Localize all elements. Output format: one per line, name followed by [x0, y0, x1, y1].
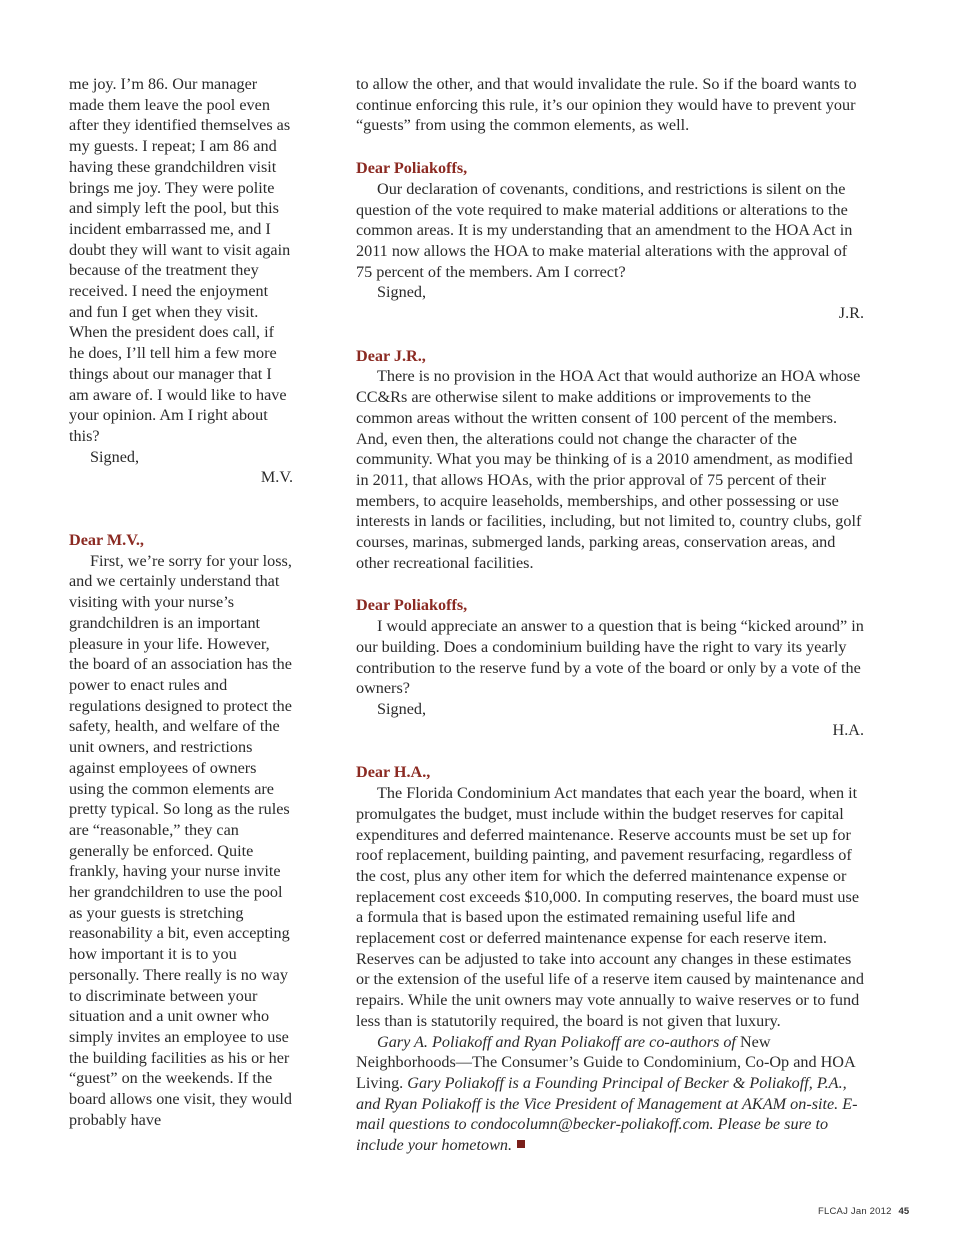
- credit-part1: Gary A. Poliakoff and Ryan Poliakoff are co-authors of: [377, 1032, 740, 1051]
- credit-part2: Gary Poliakoff is a Founding Principal of Becker & Poliakoff, P.A., and Ryan Poliakoff is the Vice President of Management at AKAM on-site. E-mail questions to condocolumn@becker-poliakoff.com. Please be sure to include your hometown.: [356, 1073, 858, 1155]
- letter-jr-heading: Dear Poliakoffs,: [356, 159, 468, 178]
- letter-ha-signed: Signed,: [377, 699, 427, 718]
- letter-jr-body: Our declaration of covenants, conditions, and restrictions is silent on the question of the vote required to make material additions or alterations to the common areas. It is my understanding that an amendment to the HOA Act in 2011 now allows the HOA to make material alterations with the approval of 75 percent of the members. Am I correct?: [356, 179, 853, 281]
- footer-page-number: 45: [898, 1206, 910, 1217]
- mv-initials: M.V.: [260, 468, 293, 487]
- mv-signed: Signed,: [90, 447, 140, 466]
- letter-ha-initials: H.A.: [832, 720, 864, 739]
- mv-letter-continued: me joy. I’m 86. Our manager made them leave the pool even after they identified themselves as my guests. I repeat; I am 86 and having these grandchildren visit brings me joy. They were polite and simply left the pool, but this incident embarrassed me, and I doubt they will want to visit again because of the treatment they received. I need the enjoyment and fun I get when they visit. When the president does call, if he does, I’ll tell him a few more things about our manager that I am aware of. I would like to have your opinion. Am I right about this?: [69, 75, 291, 445]
- letter-ha-heading: Dear Poliakoffs,: [356, 596, 468, 615]
- reply-ha-body: The Florida Condominium Act mandates that each year the board, when it promulgates the budget, must include within the budget reserves for capital expenditures and deferred maintenance. Reserve accounts must be set up for roof replacement, building painting, and pavement resurfacing, regardless of the cost, plus any other item for which the deferred maintenance expense or replacement cost exceeds $10,000. In computing reserves, the board must use a formula that is based upon the estimated remaining useful life and replacement cost or deferred maintenance expense for each reserve item. Reserves can be adjusted to take into account any changes in these estimates or the extension of the useful life of a reserve item caused by maintenance and repairs. While the unit owners may vote annually to waive reserves or to fund less than is statutorily required, the board is not given that luxury.: [356, 784, 864, 1030]
- reply-jr-heading: Dear J.R.,: [356, 346, 426, 365]
- end-mark-icon: [517, 1140, 525, 1148]
- left-column: [69, 74, 293, 1130]
- footer-publication: FLCAJ: [818, 1206, 849, 1217]
- reply-jr-body: There is no provision in the HOA Act that would authorize an HOA whose CC&Rs are otherwise silent to make additions or improvements to the common areas without the written consent of 100 percent of the members. And, even then, the alterations could not change the character of the community. What you may be thinking of is a 2010 amendment, as modified in 2011, that allows HOAs, with the prior approval of 75 percent of their members, to acquire leaseholds, memberships, and other possessing or use interests in lands or facilities, including, but not limited to, country clubs, golf courses, marinas, submerged lands, parking areas, conservation areas, and other recreational facilities.: [356, 367, 862, 572]
- letter-ha-body: I would appreciate an answer to a question that is being “kicked around” in our building. Does a condominium building have the right to vary its yearly contribution to the reserve fund by a vote of the board or only by a vote of the owners?: [356, 617, 864, 698]
- letter-jr-signed: Signed,: [377, 283, 427, 302]
- author-credit: [356, 1032, 864, 1156]
- reply-ha-heading: Dear H.A.,: [356, 763, 431, 782]
- footer-issue: Jan 2012: [850, 1206, 892, 1217]
- reply-mv-body: First, we’re sorry for your loss, and we certainly understand that visiting with your nurse’s grandchildren is an important pleasure in your life. However, the board of an association has the power to enact rules and regulations designed to protect the safety, health, and welfare of the unit owners, and restrictions against employees of owners using the common elements are pretty typical. So long as the rules are “reasonable,” they can generally be enforced. Quite frankly, having your nurse invite her grandchildren to use the pool as your guests is stretching reasonability a bit, even accepting how important it is to you personally. There really is no way to discriminate between your situation and a unit owner who simply invites an employee to use the building facilities as his or her “guest” on the weekends. If the board allows one visit, they would probably have: [69, 551, 292, 1129]
- reply-mv-continued: to allow the other, and that would invalidate the rule. So if the board wants to continue enforcing this rule, it’s our opinion they would have to prevent your “guests” from using the common elements, as well.: [356, 75, 857, 135]
- page-footer: [818, 1206, 909, 1217]
- right-column: [356, 74, 864, 1156]
- letter-jr-initials: J.R.: [838, 304, 864, 323]
- reply-mv-heading: Dear M.V.,: [69, 531, 144, 550]
- credit-book-title: New Neighborhoods—The Consumer’s Guide to Condominium, Co-Op and HOA Living.: [356, 1032, 855, 1092]
